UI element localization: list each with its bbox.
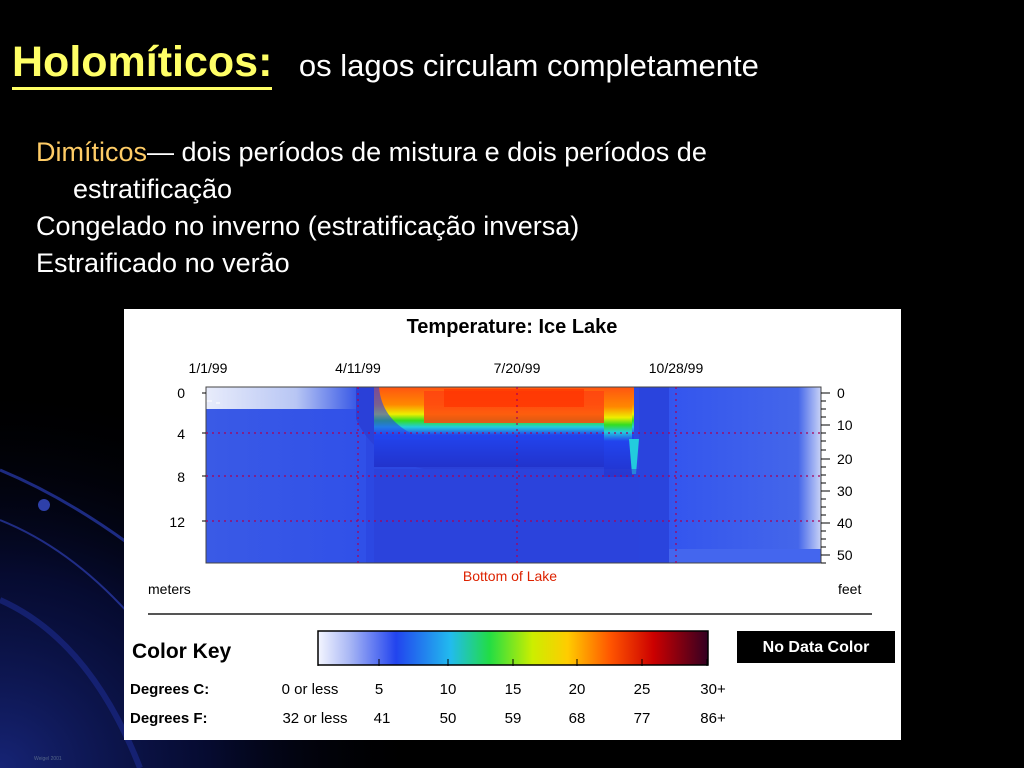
celsius-value: 5: [374, 681, 384, 698]
y-right-tick: 50: [837, 547, 853, 563]
fahrenheit-value: 77: [633, 710, 651, 727]
y-left-tick: 4: [177, 426, 185, 442]
y-right-tick: 30: [837, 483, 853, 499]
celsius-value: 15: [504, 681, 522, 698]
celsius-row-label: Degrees C:: [130, 681, 210, 698]
bullet-winter: Congelado no inverno (estratificação inversa): [36, 211, 580, 241]
x-tick-label: 1/1/99: [188, 360, 228, 376]
y-left-tick: 0: [177, 385, 185, 401]
celsius-value: 10: [439, 681, 457, 698]
bullet-summer: Estraificado no verão: [36, 248, 290, 278]
chart-title: Temperature: Ice Lake: [406, 316, 618, 338]
fahrenheit-value: 50: [439, 710, 457, 727]
slide-title-row: [12, 38, 759, 87]
heatmap-body: [206, 387, 821, 563]
slide-title: Holomíticos:: [12, 38, 272, 90]
bullet-dimitic: [36, 134, 707, 171]
temperature-figure: [124, 309, 901, 740]
bottom-of-lake-label: Bottom of Lake: [462, 568, 558, 584]
fahrenheit-row-label: Degrees F:: [130, 710, 208, 727]
right-axis-ticks: [821, 393, 830, 563]
y-right-tick: 10: [837, 417, 853, 433]
fahrenheit-value: 41: [373, 710, 391, 727]
left-axis-ticks: [202, 393, 206, 521]
y-right-tick: 40: [837, 515, 853, 531]
y-left-unit: meters: [148, 581, 191, 597]
x-tick-label: 7/20/99: [493, 360, 541, 376]
bullet-list: [36, 134, 707, 282]
y-right-tick: 20: [837, 451, 853, 467]
celsius-value: 20: [568, 681, 586, 698]
no-data-color-label: No Data Color: [762, 639, 870, 656]
temperature-chart: [124, 309, 901, 740]
fahrenheit-value: 59: [504, 710, 522, 727]
y-left-tick: 8: [177, 469, 185, 485]
y-left-tick: 12: [169, 514, 185, 530]
x-tick-label: 4/11/99: [335, 360, 381, 376]
color-key-label: Color Key: [132, 640, 232, 663]
celsius-value: 30+: [700, 681, 726, 698]
celsius-value: 25: [633, 681, 651, 698]
y-right-tick: 0: [837, 385, 845, 401]
fahrenheit-value: 32 or less: [282, 710, 348, 727]
dimitic-description: — dois períodos de mistura e dois períodos de: [147, 137, 707, 167]
fahrenheit-value: 86+: [700, 710, 726, 727]
bullet-dimitic-continuation: estratificação: [73, 174, 233, 204]
celsius-value: 0 or less: [281, 681, 339, 698]
dimitic-term: Dimíticos: [36, 137, 148, 167]
y-right-unit: feet: [838, 581, 862, 597]
fahrenheit-value: 68: [568, 710, 586, 727]
slide-subtitle: os lagos circulam completamente: [298, 48, 759, 83]
x-tick-label: 10/28/99: [648, 360, 704, 376]
footer-credit: Weigel 2001: [34, 756, 62, 762]
